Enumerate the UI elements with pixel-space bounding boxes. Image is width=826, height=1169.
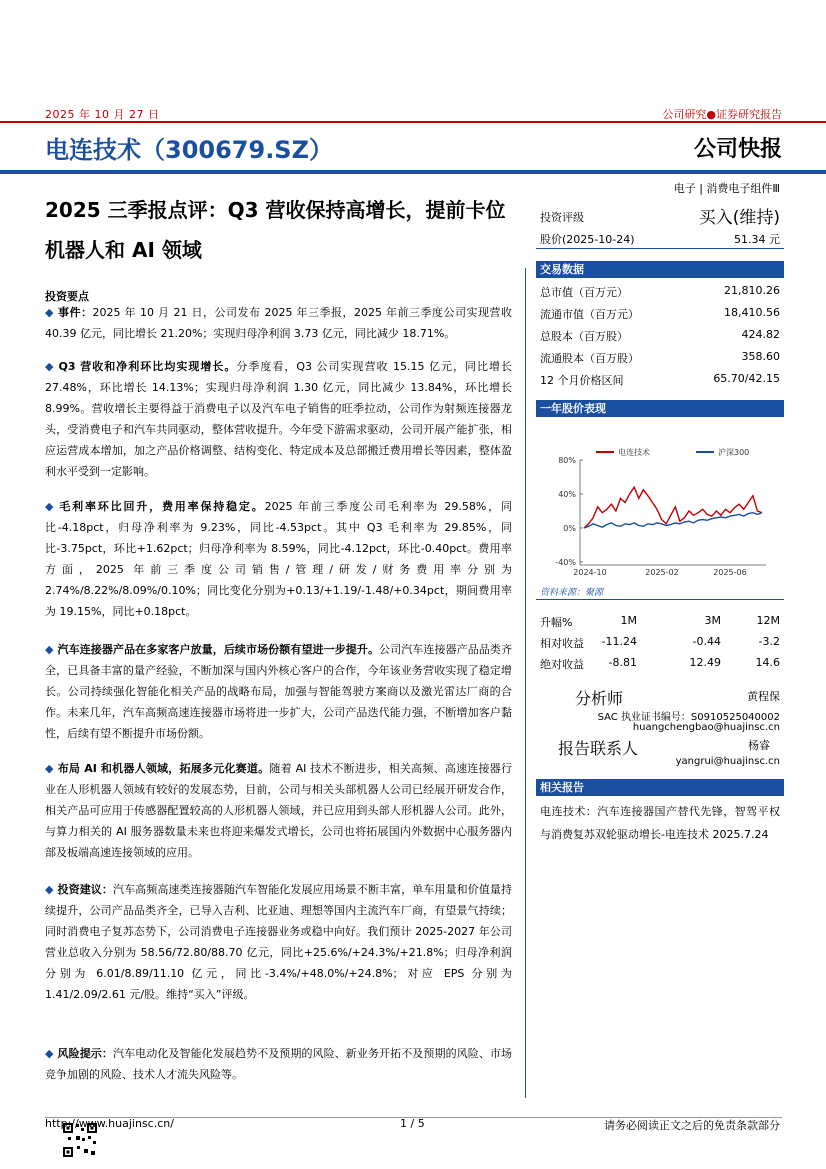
analyst-name: 黄程保 <box>747 690 780 703</box>
rating-value: 买入(维持) <box>698 208 780 228</box>
series-line-stock <box>584 487 762 528</box>
report-category: 公司快报 <box>693 137 782 162</box>
bullet-icon: ◆ <box>45 360 55 373</box>
legend-label-index: 沪深300 <box>718 448 750 457</box>
perf-divider <box>536 599 784 600</box>
summary-item-risk: ◆ 风险提示：汽车电动化及智能化发展趋势不及预期的风险、新业务开拓不及预期的风险、市场竞争加剧的风险、技术人才流失风险等。 <box>45 1047 512 1081</box>
footer-disclaimer: 请务必阅读正文之后的免责条款部分 <box>604 1119 780 1132</box>
bullet-icon: ◆ <box>45 762 54 775</box>
bullet-icon: ◆ <box>45 1047 54 1060</box>
bullet-icon: ◆ <box>45 500 56 513</box>
rating-label: 投资评级 <box>540 211 584 224</box>
summary-item-event: ◆ 事件：2025 年 10 月 21 日，公司发布 2025 年三季报，2025 年前三季度公司实现营收 40.39 亿元，同比增长 21.20%；实现归母净利润 3.73 亿元，同比减少 18.71%。 <box>45 306 513 340</box>
legend-label-stock: 电连技术 <box>618 448 650 457</box>
chart-y-tick-label: 40% <box>558 490 576 499</box>
sidebar-divider <box>536 248 784 249</box>
chart-y-tick-label: -40% <box>555 558 576 567</box>
summary-item-ai: ◆ 布局 AI 和机器人领域，拓展多元化赛道。随着 AI 技术不断进步，相关高频、高速连接器行业在人形机器人领域有较好的发展态势，目前，公司与相关头部机器人公司已经展开研发合作，相关产品可应用于传感器配置较高的人形机器人领域，并已应用到头部人形机器人公司。此外，与算力相关的 AI 服务器数量未来也将迎来爆发式增长，公司也将拓展国内外数据中心服务器内部及板端高速连接领域的应用。 <box>45 762 513 859</box>
price-value: 51.34 元 <box>734 233 780 246</box>
report-date: 2025 年 10 月 27 日 <box>45 108 160 121</box>
price-chart <box>536 440 784 580</box>
summary-item-margin: ◆ 毛利率环比回升，费用率保持稳定。2025 年前三季度公司毛利率为 29.58%，同比-4.18pct，归母净利率为 9.23%，同比-4.53pct。其中 Q3 毛利率为 29.85%，同比-3.75pct，环比+1.62pct；归母净利率为 8.59%，同比-4.12pct，环比-0.40pct。费用率方面，2025 年前三季度公司销售/管理/研发/财务费用率分别为 2.74%/8.22%/8.09%/0.10%；同比变化分别为+0.13/+1.19/-1.48/+0.34pct，期间费用率为 19.15%，同比+0.18pct。 <box>45 500 512 618</box>
series-line-index <box>584 513 762 528</box>
analyst-cert: SAC 执业证书编号：S0910525040002 <box>597 712 780 723</box>
chart-x-tick-label: 2025-06 <box>713 568 747 577</box>
chart-y-tick-label: 80% <box>558 456 576 465</box>
report-type: 公司研究●证券研究报告 <box>662 108 782 121</box>
related-report-link[interactable]: 电连技术：汽车连接器国产替代先锋，智驾平权与消费复苏双轮驱动增长-电连技术 2025.7.24 <box>540 805 780 841</box>
company-name: 电连技术（300679.SZ） <box>45 136 333 164</box>
trading-data-heading: 交易数据 <box>536 261 784 278</box>
price-label: 股价(2025-10-24) <box>540 233 635 246</box>
header-bar <box>0 170 826 174</box>
bullet-icon: ◆ <box>45 883 54 896</box>
analyst-email[interactable]: huangchengbao@huajinsc.cn <box>632 722 780 733</box>
report-title: 2025 三季报点评：Q3 营收保持高增长，提前卡位机器人和 AI 领域 <box>45 198 506 262</box>
footer-website-link[interactable]: http://www.huajinsc.cn/ <box>45 1117 174 1130</box>
contact-email[interactable]: yangrui@huajinsc.cn <box>675 756 780 767</box>
sector-label: 电子 | 消费电子组件Ⅲ <box>673 182 780 195</box>
related-reports-heading: 相关报告 <box>536 779 784 796</box>
summary-item-investment: ◆ 投资建议：汽车高频高速类连接器随汽车智能化发展应用场景不断丰富，单车用量和价值量持续提升，公司产品品类齐全，已导入吉利、比亚迪、理想等国内主流汽车厂商，有望景气持续；同时消费电子复苏态势下，公司消费电子连接器业务或稳中向好。我们预计 2025-2027 年公司营业总收入分别为 58.56/72.80/88.70 亿元，同比+25.6%/+24.3%/+21.8%；归母净利润分别为 6.01/8.89/11.10 亿元，同比-3.4%/+48.0%/+24.8%；对应 EPS 分别为 1.41/2.09/2.61 元/股。维持“买入”评级。 <box>45 883 512 1001</box>
analyst-label: 分析师 <box>575 689 624 708</box>
chart-x-tick-label: 2025-02 <box>645 568 679 577</box>
page-number: 1 / 5 <box>400 1117 425 1130</box>
summary-item-auto: ◆ 汽车连接器产品在多家客户放量，后续市场份额有望进一步提升。公司汽车连接器产品品类齐全，已具备丰富的量产经验，不断加深与国内外核心客户的合作，今年该业务营收实现了稳定增长。公司持续强化智能化相关产品的战略布局，加强与智能驾驶方案商以及激光雷达厂商的合作。未来几年，汽车高频高速连接器市场将进一步扩大，公司产品迭代能力强，不断增加客户黏性，后续有望不断提升市场份额。 <box>45 643 512 740</box>
header-divider <box>0 121 826 123</box>
contact-name: 杨睿 <box>748 739 770 752</box>
bullet-icon: ◆ <box>45 306 54 319</box>
summary-heading: 投资要点 <box>45 290 89 303</box>
contact-label: 报告联系人 <box>558 739 639 758</box>
chart-y-tick-label: 0% <box>563 524 576 533</box>
column-divider <box>525 268 526 1098</box>
summary-item-q3: ◆ Q3 营收和净利环比均实现增长。分季度看，Q3 公司实现营收 15.15 亿元，同比增长 27.48%，环比增长 14.13%；实现归母净利润 1.30 亿元，同比减少 13.84%，环比增长 8.99%。营收增长主要得益于消费电子以及汽车电子销售的旺季拉动，公司作为射频连接器龙头，受消费电子和汽车共同驱动，整体营收提升。今年受下游需求驱动，公司开展产能扩张，相应运营成本增加，加之产品价格调整、结构变化、特定成本及总部搬迁费用增长等因素，整体盈利水平受到一定影响。 <box>45 360 512 478</box>
stock-performance-heading: 一年股价表现 <box>536 400 784 417</box>
bullet-icon: ◆ <box>45 643 54 656</box>
chart-x-tick-label: 2024-10 <box>573 568 607 577</box>
chart-source: 资料来源：聚源 <box>540 588 604 598</box>
